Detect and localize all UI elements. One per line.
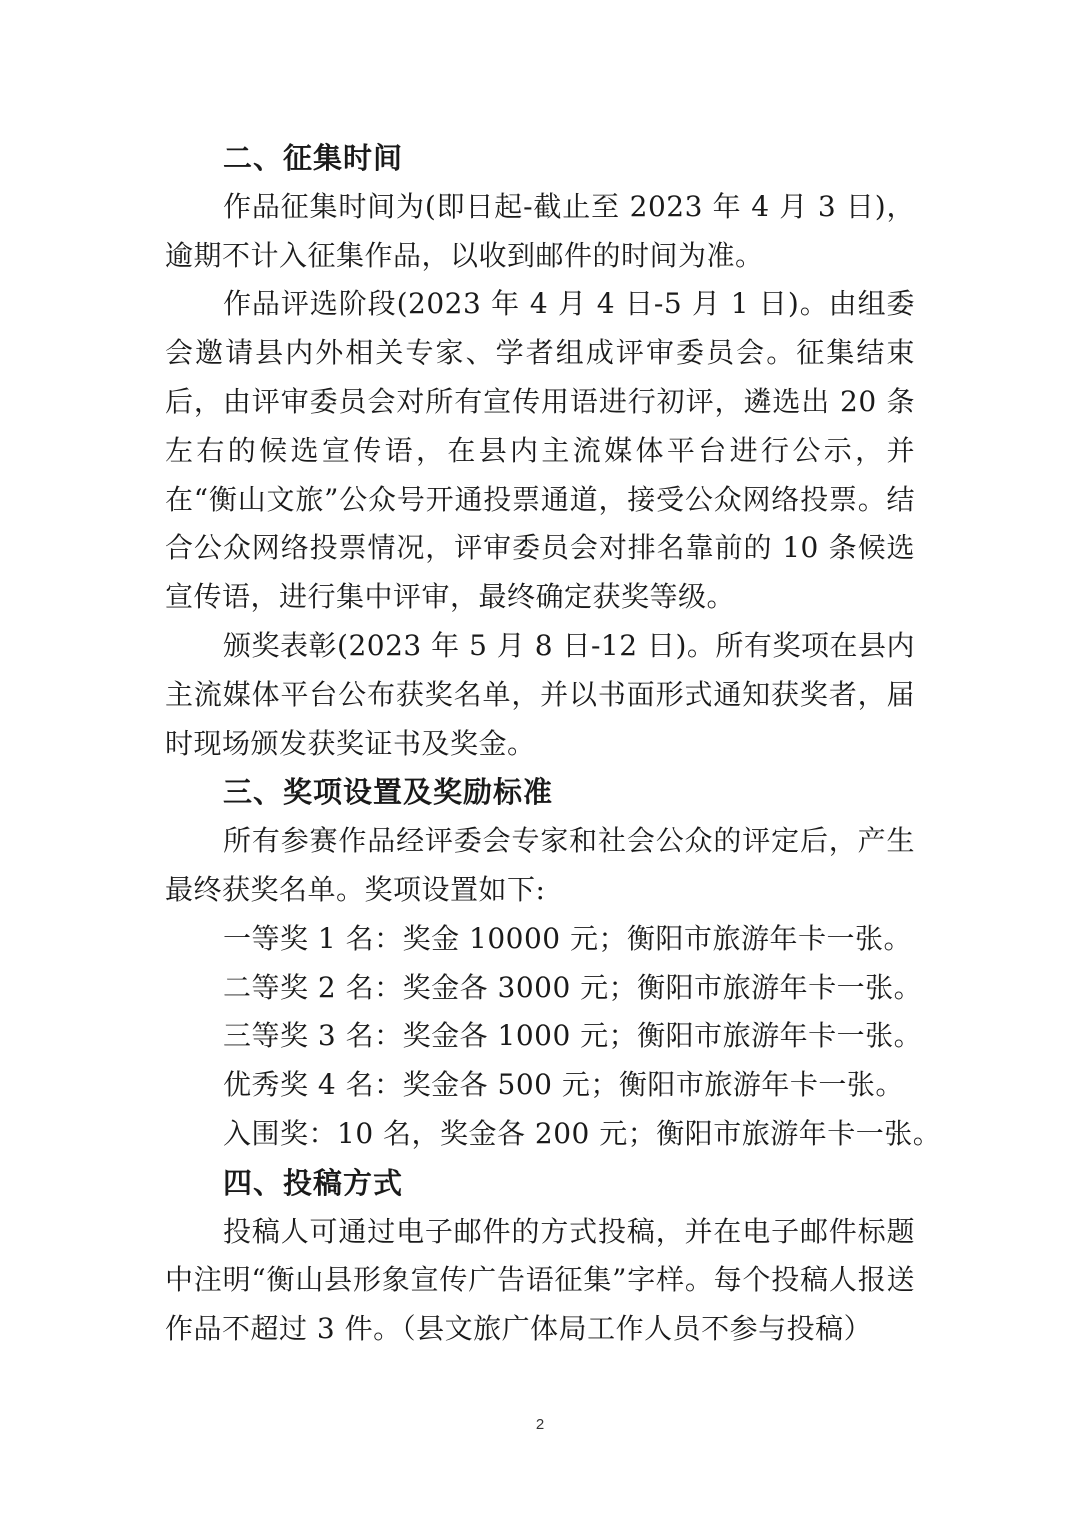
section-heading-collection-time: 二、征集时间 bbox=[223, 141, 404, 175]
award-item-second-prize: 二等奖 2 名：奖金各 3000 元；衡阳市旅游年卡一张。 bbox=[223, 970, 923, 1004]
paragraph-submission-method: 投稿人可通过电子邮件的方式投稿，并在电子邮件标题中注明“衡山县形象宣传广告语征集”字样。每个投稿人报送作品不超过 3 件。（县文旅广体局工作人员不参与投稿） bbox=[165, 1214, 915, 1346]
page-number: 2 bbox=[535, 1416, 545, 1433]
award-item-excellence-prize: 优秀奖 4 名：奖金各 500 元；衡阳市旅游年卡一张。 bbox=[223, 1068, 904, 1102]
award-item-finalist-prize: 入围奖：10 名，奖金各 200 元；衡阳市旅游年卡一张。 bbox=[223, 1116, 942, 1150]
paragraph-awards-intro: 所有参赛作品经评委会专家和社会公众的评定后，产生最终获奖名单。奖项设置如下: bbox=[165, 824, 915, 906]
paragraph-selection-stage: 作品评选阶段(2023 年 4 月 4 日-5 月 1 日)。由组委会邀请县内外相关专家、学者组成评审委员会。征集结束后，由评审委员会对所有宣传用语进行初评，遴选出 20 条左右的候选宣传语，在县内主流媒体平台进行公示，并在“衡山文旅”公众号开通投票通道，接受公众网络投票。结合公众网络投票情况，评审委员会对排名靠前的 10 条候选宣传语，进行集中评审，最终确定获奖等级。 bbox=[165, 287, 915, 614]
award-item-first-prize: 一等奖 1 名：奖金 10000 元；衡阳市旅游年卡一张。 bbox=[223, 921, 912, 955]
paragraph-award-ceremony: 颁奖表彰(2023 年 5 月 8 日-12 日)。所有奖项在县内主流媒体平台公布获奖名单，并以书面形式通知获奖者，届时现场颁发获奖证书及奖金。 bbox=[165, 628, 915, 760]
award-item-third-prize: 三等奖 3 名：奖金各 1000 元；衡阳市旅游年卡一张。 bbox=[223, 1019, 923, 1053]
paragraph-collection-period: 作品征集时间为(即日起-截止至 2023 年 4 月 3 日)，逾期不计入征集作品，以收到邮件的时间为准。 bbox=[165, 189, 915, 272]
section-heading-submission-method: 四、投稿方式 bbox=[223, 1165, 404, 1200]
section-heading-awards: 三、奖项设置及奖励标准 bbox=[223, 775, 554, 810]
document-body bbox=[165, 134, 942, 1354]
